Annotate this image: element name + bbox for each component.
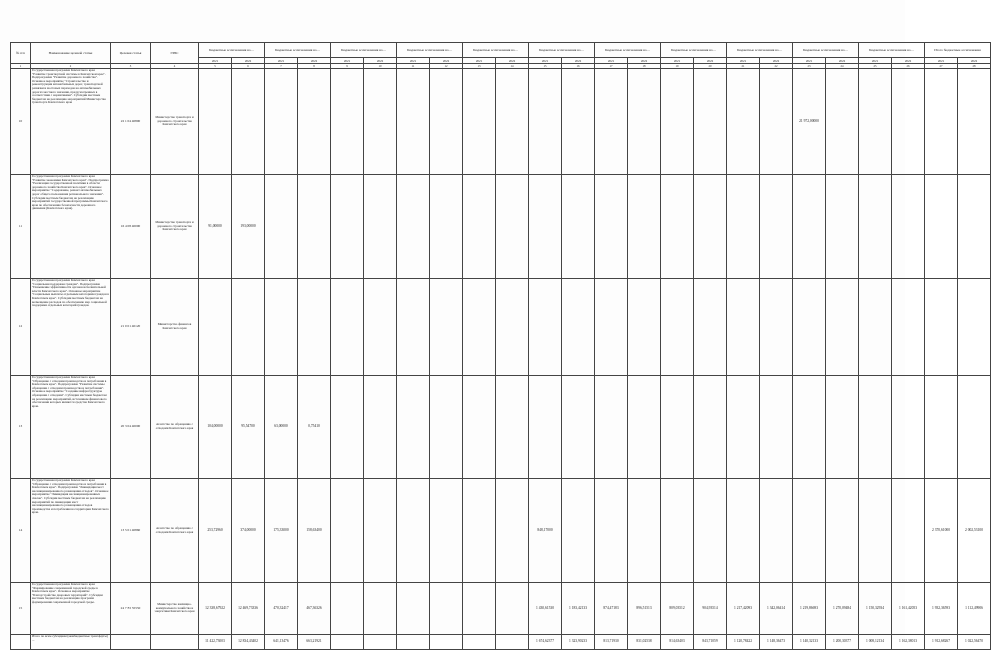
value-cell bbox=[199, 69, 232, 175]
value-cell: 470,32417 bbox=[265, 583, 298, 635]
total-value-cell: 663,21921 bbox=[298, 635, 331, 650]
header-budget-6: Бюджетные ассигнования на ... bbox=[529, 43, 595, 58]
value-cell bbox=[331, 376, 364, 479]
value-cell bbox=[232, 69, 265, 175]
year-cell: 2021 bbox=[859, 58, 892, 64]
header-budget-9: Бюджетные ассигнования на ... bbox=[727, 43, 793, 58]
value-cell: 1 932,36593 bbox=[925, 583, 958, 635]
value-cell bbox=[364, 479, 397, 583]
column-number-cell: 8 bbox=[298, 64, 331, 69]
value-cell: 91,00000 bbox=[199, 175, 232, 279]
header-budget-4: Бюджетные ассигнования на ... bbox=[397, 43, 463, 58]
value-cell bbox=[463, 69, 496, 175]
value-cell bbox=[727, 69, 760, 175]
year-cell: 2021 bbox=[793, 58, 826, 64]
year-cell: 2022 bbox=[562, 58, 595, 64]
total-value-cell bbox=[463, 635, 496, 650]
total-value-cell: 1 912,68267 bbox=[925, 635, 958, 650]
value-cell bbox=[463, 175, 496, 279]
value-cell bbox=[430, 479, 463, 583]
value-cell bbox=[793, 175, 826, 279]
value-cell bbox=[826, 175, 859, 279]
program-description: Государственная программа Камчатского края "Формирование современной городской среды в Камчатском крае". Основное мероприятие "Благоустройство дворовых территорий". Субсидии местным бюджетам на реализацию программ формирования современной городской среды. bbox=[31, 583, 111, 635]
year-cell: 2022 bbox=[496, 58, 529, 64]
column-number-cell: 28 bbox=[958, 64, 991, 69]
year-cell: 2021 bbox=[265, 58, 298, 64]
year-cell: 2022 bbox=[694, 58, 727, 64]
value-cell bbox=[892, 69, 925, 175]
header-budget-3: Бюджетные ассигнования на ... bbox=[331, 43, 397, 58]
value-cell bbox=[727, 479, 760, 583]
column-number-cell: 11 bbox=[397, 64, 430, 69]
column-number-cell: 4 bbox=[151, 64, 199, 69]
header-budget-2: Бюджетные ассигнования на ... bbox=[265, 43, 331, 58]
year-cell: 2021 bbox=[397, 58, 430, 64]
header-budget-8: Бюджетные ассигнования на ... bbox=[661, 43, 727, 58]
value-cell bbox=[331, 69, 364, 175]
year-cell: 2022 bbox=[430, 58, 463, 64]
year-cell: 2021 bbox=[331, 58, 364, 64]
value-cell bbox=[892, 175, 925, 279]
table-row bbox=[11, 175, 991, 279]
column-number-cell: 23 bbox=[793, 64, 826, 69]
value-cell: 1 161,42053 bbox=[892, 583, 925, 635]
year-cell: 2021 bbox=[463, 58, 496, 64]
value-cell bbox=[364, 376, 397, 479]
year-cell: 2022 bbox=[958, 58, 991, 64]
value-cell bbox=[562, 69, 595, 175]
value-cell bbox=[430, 69, 463, 175]
header-grbs: ГРБС bbox=[151, 43, 199, 64]
total-value-cell bbox=[496, 635, 529, 650]
total-value-cell: 843,71059 bbox=[694, 635, 727, 650]
value-cell: 1 217,42093 bbox=[727, 583, 760, 635]
column-number-cell: 22 bbox=[760, 64, 793, 69]
total-value-cell bbox=[430, 635, 463, 650]
total-value-cell: 1 674,62377 bbox=[529, 635, 562, 650]
header-budget-7: Бюджетные ассигнования на ... bbox=[595, 43, 661, 58]
program-description: Государственная программа Камчатского края "Обращение с отходами производства и потребления в Камчатском крае". Подпрограмма "Развитие системы обращения с отходами производства и потребления". Основное мероприятие "Создание инфраструктуры обращения с отходами". Субсидии местным бюджетам на реализацию мероприятий, источником финансового обеспечения которых являются средства Камчатского края. bbox=[31, 376, 111, 479]
total-value-cell bbox=[331, 635, 364, 650]
year-cell: 2022 bbox=[892, 58, 925, 64]
value-cell: 63,00000 bbox=[265, 376, 298, 479]
value-cell bbox=[595, 376, 628, 479]
value-cell bbox=[925, 69, 958, 175]
total-blank-cell bbox=[11, 635, 31, 650]
value-cell bbox=[298, 279, 331, 376]
grbs-organization: Агентство по обращению с отходами Камчатского края bbox=[151, 376, 199, 479]
total-value-cell: 813,71930 bbox=[595, 635, 628, 650]
year-cell: 2022 bbox=[232, 58, 265, 64]
row-number: 10 bbox=[11, 69, 31, 175]
value-cell bbox=[793, 279, 826, 376]
column-number-cell: 3 bbox=[111, 64, 151, 69]
value-cell: 12 469,73336 bbox=[232, 583, 265, 635]
column-number-cell: 17 bbox=[595, 64, 628, 69]
column-number-cell: 16 bbox=[562, 64, 595, 69]
value-cell bbox=[760, 175, 793, 279]
year-cell: 2021 bbox=[661, 58, 694, 64]
value-cell bbox=[694, 175, 727, 279]
column-number-cell: 1 bbox=[11, 64, 31, 69]
value-cell bbox=[595, 279, 628, 376]
value-cell bbox=[727, 376, 760, 479]
value-cell bbox=[859, 479, 892, 583]
total-value-cell: 11 422,73003 bbox=[199, 635, 232, 650]
value-cell bbox=[496, 376, 529, 479]
value-cell bbox=[364, 175, 397, 279]
value-cell: 874,47183 bbox=[595, 583, 628, 635]
grbs-organization: Министерство транспорта и дорожного строительства Камчатского края bbox=[151, 69, 199, 175]
header-program: Наименование целевой статьи bbox=[31, 43, 111, 64]
value-cell bbox=[859, 376, 892, 479]
year-cell: 2021 bbox=[727, 58, 760, 64]
column-number-cell: 5 bbox=[199, 64, 232, 69]
value-cell bbox=[628, 376, 661, 479]
value-cell bbox=[958, 69, 991, 175]
value-cell: 193,00000 bbox=[232, 175, 265, 279]
year-cell: 2021 bbox=[925, 58, 958, 64]
program-description: Государственная программа Камчатского края "Развитие экономики Камчатского края". Подпрограмма "Реализация государственной политики в области дорожного хозяйства Камчатского края". Основное мероприятие "Содержание, ремонт автомобильных дорог общего пользования регионального значения". Субсидии местным бюджетам на реализацию мероприятий государственной программы Камчатского края по обеспечению безопасности дорожного движения (Камчатского края). bbox=[31, 175, 111, 279]
value-cell bbox=[529, 279, 562, 376]
year-cell: 2022 bbox=[364, 58, 397, 64]
grbs-organization: Министерство финансов Камчатского края bbox=[151, 279, 199, 376]
row-number: 12 bbox=[11, 279, 31, 376]
value-cell: 848,17000 bbox=[529, 479, 562, 583]
value-cell bbox=[463, 479, 496, 583]
value-cell bbox=[595, 69, 628, 175]
value-cell bbox=[397, 279, 430, 376]
value-cell bbox=[331, 479, 364, 583]
value-cell bbox=[232, 279, 265, 376]
value-cell bbox=[760, 376, 793, 479]
value-cell: 1 219,86693 bbox=[793, 583, 826, 635]
row-number: 14 bbox=[11, 479, 31, 583]
value-cell: 896,51513 bbox=[628, 583, 661, 635]
value-cell bbox=[529, 175, 562, 279]
value-cell bbox=[925, 175, 958, 279]
value-cell bbox=[199, 279, 232, 376]
target-code: 22 1 04 40800 bbox=[111, 69, 151, 175]
value-cell: 904,93514 bbox=[694, 583, 727, 635]
total-blank-cell bbox=[151, 635, 199, 650]
header-budget-total: Итого бюджетные ассигнования bbox=[925, 43, 991, 58]
value-cell bbox=[364, 69, 397, 175]
value-cell bbox=[661, 479, 694, 583]
value-cell bbox=[430, 583, 463, 635]
value-cell bbox=[265, 69, 298, 175]
value-cell bbox=[694, 479, 727, 583]
value-cell bbox=[331, 175, 364, 279]
column-number-cell: 13 bbox=[463, 64, 496, 69]
value-cell bbox=[463, 376, 496, 479]
value-cell: 0,75410 bbox=[298, 376, 331, 479]
value-cell bbox=[760, 69, 793, 175]
value-cell: 1 342,06414 bbox=[760, 583, 793, 635]
value-cell bbox=[958, 279, 991, 376]
value-cell bbox=[562, 279, 595, 376]
value-cell: 21 972,00000 bbox=[793, 69, 826, 175]
value-cell bbox=[892, 279, 925, 376]
value-cell bbox=[826, 69, 859, 175]
value-cell bbox=[694, 279, 727, 376]
value-cell bbox=[661, 69, 694, 175]
value-cell bbox=[826, 479, 859, 583]
value-cell: 1 270,09484 bbox=[826, 583, 859, 635]
value-cell bbox=[496, 69, 529, 175]
value-cell bbox=[562, 479, 595, 583]
value-cell bbox=[298, 69, 331, 175]
total-value-cell: 1 200,30377 bbox=[826, 635, 859, 650]
value-cell bbox=[628, 279, 661, 376]
value-cell: 1 112,49906 bbox=[958, 583, 991, 635]
value-cell bbox=[331, 583, 364, 635]
column-number-cell: 7 bbox=[265, 64, 298, 69]
table-row bbox=[11, 69, 991, 175]
value-cell bbox=[364, 279, 397, 376]
value-cell: 1 430,61530 bbox=[529, 583, 562, 635]
value-cell bbox=[661, 175, 694, 279]
column-number-cell: 20 bbox=[694, 64, 727, 69]
row-number: 13 bbox=[11, 376, 31, 479]
value-cell bbox=[760, 479, 793, 583]
value-cell bbox=[397, 69, 430, 175]
value-cell: 104,00000 bbox=[199, 376, 232, 479]
total-value-cell: 1 120,78422 bbox=[727, 635, 760, 650]
value-cell bbox=[364, 583, 397, 635]
column-number-cell: 24 bbox=[826, 64, 859, 69]
value-cell bbox=[925, 376, 958, 479]
total-value-cell: 1 140,32133 bbox=[793, 635, 826, 650]
total-value-cell: 1 323,90233 bbox=[562, 635, 595, 650]
total-value-cell: 641,13476 bbox=[265, 635, 298, 650]
column-number-cell: 12 bbox=[430, 64, 463, 69]
value-cell bbox=[859, 279, 892, 376]
year-cell: 2022 bbox=[298, 58, 331, 64]
value-cell: 12 338,67922 bbox=[199, 583, 232, 635]
value-cell bbox=[826, 279, 859, 376]
value-cell bbox=[529, 376, 562, 479]
column-number-cell: 21 bbox=[727, 64, 760, 69]
table-row bbox=[11, 479, 991, 583]
value-cell bbox=[628, 175, 661, 279]
total-value-cell: 12 834,43402 bbox=[232, 635, 265, 650]
value-cell bbox=[628, 479, 661, 583]
value-cell: 2 002,53100 bbox=[958, 479, 991, 583]
header-budget-11: Бюджетные ассигнования на ... bbox=[859, 43, 925, 58]
row-number: 11 bbox=[11, 175, 31, 279]
value-cell bbox=[496, 583, 529, 635]
value-cell bbox=[529, 69, 562, 175]
column-number-cell: 6 bbox=[232, 64, 265, 69]
column-number-cell: 25 bbox=[859, 64, 892, 69]
value-cell bbox=[463, 279, 496, 376]
value-cell bbox=[859, 175, 892, 279]
value-cell bbox=[430, 376, 463, 479]
column-number-cell: 10 bbox=[364, 64, 397, 69]
column-number-cell: 14 bbox=[496, 64, 529, 69]
target-code: 16 4 08 40000 bbox=[111, 175, 151, 279]
total-value-cell bbox=[364, 635, 397, 650]
value-cell bbox=[298, 175, 331, 279]
value-cell: 175,33000 bbox=[265, 479, 298, 583]
target-code: 13 5 01 40860 bbox=[111, 479, 151, 583]
value-cell bbox=[661, 279, 694, 376]
total-value-cell: 831,02538 bbox=[628, 635, 661, 650]
target-code: 24 7 F2 55550 bbox=[111, 583, 151, 635]
value-cell bbox=[562, 376, 595, 479]
value-cell: 374,00000 bbox=[232, 479, 265, 583]
value-cell bbox=[595, 175, 628, 279]
column-number-cell: 2 bbox=[31, 64, 111, 69]
column-number-cell: 15 bbox=[529, 64, 562, 69]
target-code: 20 3 04 40000 bbox=[111, 376, 151, 479]
value-cell bbox=[562, 175, 595, 279]
total-value-cell: 1 162,38013 bbox=[892, 635, 925, 650]
value-cell bbox=[892, 376, 925, 479]
header-budget-5: Бюджетные ассигнования на ... bbox=[463, 43, 529, 58]
year-cell: 2021 bbox=[595, 58, 628, 64]
row-number: 15 bbox=[11, 583, 31, 635]
value-cell bbox=[925, 279, 958, 376]
total-value-cell: 1 022,56470 bbox=[958, 635, 991, 650]
column-number-cell: 19 bbox=[661, 64, 694, 69]
value-cell bbox=[793, 376, 826, 479]
table-row bbox=[11, 583, 991, 635]
total-value-cell bbox=[397, 635, 430, 650]
year-cell: 2022 bbox=[826, 58, 859, 64]
budget-allocation-table bbox=[10, 42, 991, 650]
value-cell bbox=[265, 279, 298, 376]
program-description: Государственная программа Камчатского края "Социальная поддержка граждан". Подпрограмма "Повышение эффективности органов исполнительной власти Камчатского края". Основное мероприятие "Социальные выплаты отдельным категориям граждан в Камчатском крае". Субсидии местным бюджетам на возмещение расходов по обеспечению мер социальной поддержки отдельных категорий граждан. bbox=[31, 279, 111, 376]
value-cell bbox=[496, 479, 529, 583]
value-cell bbox=[397, 479, 430, 583]
grbs-organization: Министерство жилищно-коммунального хозяйства и энергетики Камчатского края bbox=[151, 583, 199, 635]
value-cell bbox=[628, 69, 661, 175]
value-cell bbox=[661, 376, 694, 479]
value-cell bbox=[793, 479, 826, 583]
value-cell: 158,63400 bbox=[298, 479, 331, 583]
total-label: Итого по всем субсидиям (межбюджетные трансферты) ... bbox=[31, 635, 111, 650]
value-cell: 95,54700 bbox=[232, 376, 265, 479]
value-cell bbox=[694, 69, 727, 175]
program-description: Государственная программа Камчатского края "Обращение с отходами производства и потребления в Камчатском крае". Подпрограмма "Ликвидация мест несанкционированного размещения отходов". Основное мероприятие "Ликвидация несанкционированных свалок". Субсидии местным бюджетам на реализацию мероприятий по ликвидации мест несанкционированного размещения отходов производства и потребления на территории Камчатского края. bbox=[31, 479, 111, 583]
value-cell: 467,36326 bbox=[298, 583, 331, 635]
header-row-no: № п/п bbox=[11, 43, 31, 64]
value-cell bbox=[826, 376, 859, 479]
value-cell bbox=[694, 376, 727, 479]
total-value-cell: 1 008,12134 bbox=[859, 635, 892, 650]
value-cell bbox=[397, 376, 430, 479]
total-value-cell: 814,63403 bbox=[661, 635, 694, 650]
value-cell bbox=[760, 279, 793, 376]
value-cell bbox=[595, 479, 628, 583]
grbs-organization: Министерство транспорта и дорожного строительства Камчатского края bbox=[151, 175, 199, 279]
column-number-cell: 26 bbox=[892, 64, 925, 69]
value-cell bbox=[397, 175, 430, 279]
value-cell: 253,72960 bbox=[199, 479, 232, 583]
table-header-row bbox=[11, 43, 991, 58]
table-row bbox=[11, 376, 991, 479]
value-cell bbox=[331, 279, 364, 376]
value-cell bbox=[958, 175, 991, 279]
year-cell: 2022 bbox=[760, 58, 793, 64]
total-blank-cell bbox=[111, 635, 151, 650]
total-value-cell: 1 148,36473 bbox=[760, 635, 793, 650]
grbs-organization: Агентство по обращению с отходами Камчатского края bbox=[151, 479, 199, 583]
table-body bbox=[11, 69, 991, 650]
header-code: Целевая статья bbox=[111, 43, 151, 64]
table-row bbox=[11, 279, 991, 376]
value-cell bbox=[859, 69, 892, 175]
value-cell: 809,03512 bbox=[661, 583, 694, 635]
value-cell bbox=[958, 376, 991, 479]
value-cell bbox=[265, 175, 298, 279]
year-cell: 2021 bbox=[529, 58, 562, 64]
value-cell bbox=[430, 175, 463, 279]
value-cell bbox=[727, 175, 760, 279]
value-cell bbox=[430, 279, 463, 376]
value-cell bbox=[496, 175, 529, 279]
value-cell: 2 370,61000 bbox=[925, 479, 958, 583]
header-budget-1: Бюджетные ассигнования на ... bbox=[199, 43, 265, 58]
value-cell bbox=[892, 479, 925, 583]
value-cell bbox=[397, 583, 430, 635]
value-cell bbox=[496, 279, 529, 376]
value-cell bbox=[727, 279, 760, 376]
column-number-cell: 9 bbox=[331, 64, 364, 69]
target-code: 21 0 01 40120 bbox=[111, 279, 151, 376]
program-description: Государственная программа Камчатского края "Развитие транспортной системы в Камчатском крае". Подпрограмма "Развитие дорожного хозяйства". Основное мероприятие "Строительство и реконструкция автомобильных дорог, транспортной развязки и мостовых переходов на автомобильных дорогах местного значения, предусмотренных в соответствии с нормативами". Субсидии местным бюджетам на реализацию мероприятий Министерства транспорта Камчатского края bbox=[31, 69, 111, 175]
value-cell: 1 150,32934 bbox=[859, 583, 892, 635]
column-number-cell: 18 bbox=[628, 64, 661, 69]
value-cell bbox=[463, 583, 496, 635]
header-budget-10: Бюджетные ассигнования на ... bbox=[793, 43, 859, 58]
year-cell: 2021 bbox=[199, 58, 232, 64]
value-cell: 1 183,42133 bbox=[562, 583, 595, 635]
column-number-cell: 27 bbox=[925, 64, 958, 69]
year-cell: 2022 bbox=[628, 58, 661, 64]
total-row bbox=[11, 635, 991, 650]
